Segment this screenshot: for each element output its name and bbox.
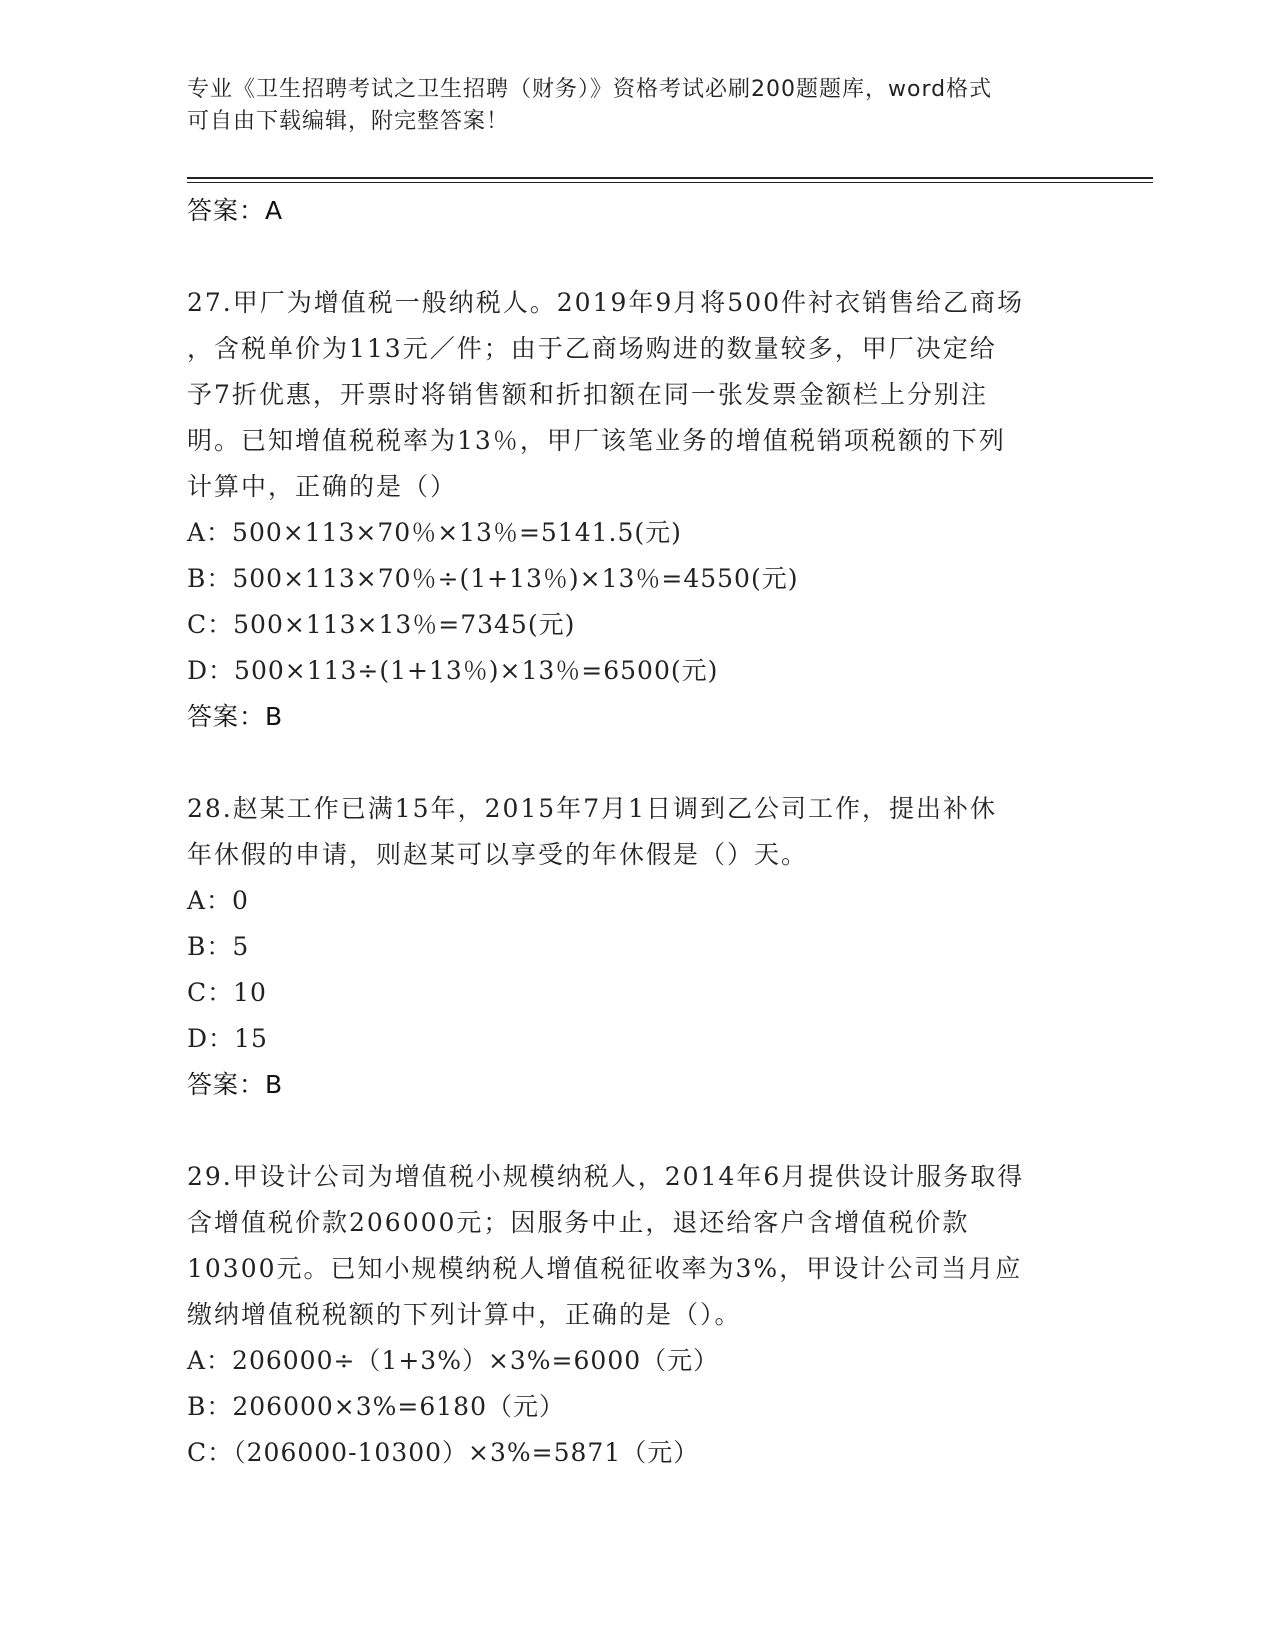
question-28: [187, 786, 1087, 1108]
question-29: [187, 1154, 1087, 1476]
question-stem-line: 计算中，正确的是（）: [187, 472, 458, 501]
question-stem-line: ，含税单价为113元／件；由于乙商场购进的数量较多，甲厂决定给: [187, 334, 997, 363]
question-stem-line: 含增值税价款206000元；因服务中止，退还给客户含增值税价款: [187, 1208, 970, 1237]
question-27: [187, 280, 1087, 740]
header-rule-thick: [187, 177, 1153, 179]
header-line-1: 专业《卫生招聘考试之卫生招聘（财务）》资格考试必刷200题题库，word格式: [187, 77, 993, 102]
header-line-2: 可自由下载编辑，附完整答案！: [187, 109, 510, 134]
question-stem-line: 27.甲厂为增值税一般纳税人。2019年9月将500件衬衣销售给乙商场: [187, 288, 1025, 317]
option-a: A：0: [187, 886, 249, 915]
header-rule-thin: [187, 182, 1153, 183]
question-stem-line: 缴纳增值税税额的下列计算中，正确的是（）。: [187, 1300, 742, 1329]
previous-answer: 答案：A: [187, 196, 284, 225]
question-stem-line: 10300元。已知小规模纳税人增值税征收率为3%，甲设计公司当月应: [187, 1254, 1023, 1283]
option-b: B：500×113×70％÷(1+13％)×13％=4550(元): [187, 564, 799, 593]
answer-27: 答案：B: [187, 702, 284, 731]
page-header: [187, 74, 1067, 138]
option-b: B：206000×3%=6180（元）: [187, 1392, 565, 1421]
question-stem-line: 明。已知增值税税率为13％，甲厂该笔业务的增值税销项税额的下列: [187, 426, 1006, 455]
question-stem-line: 年休假的申请，则赵某可以享受的年休假是（）天。: [187, 840, 809, 869]
question-list: [187, 188, 1087, 1476]
option-a: A：500×113×70％×13％=5141.5(元): [187, 518, 682, 547]
answer-28: 答案：B: [187, 1070, 284, 1099]
spacer: [187, 740, 1087, 786]
option-c: C：500×113×13％=7345(元): [187, 610, 576, 639]
question-stem-line: 29.甲设计公司为增值税小规模纳税人，2014年6月提供设计服务取得: [187, 1162, 1025, 1191]
option-d: D：15: [187, 1024, 268, 1053]
option-b: B：5: [187, 932, 250, 961]
option-c: C：（206000-10300）×3%=5871（元）: [187, 1438, 700, 1467]
option-c: C：10: [187, 978, 267, 1007]
question-stem-line: 予7折优惠，开票时将销售额和折扣额在同一张发票金额栏上分别注: [187, 380, 988, 409]
spacer: [187, 1108, 1087, 1154]
spacer: [187, 234, 1087, 280]
option-a: A：206000÷（1+3%）×3%=6000（元）: [187, 1346, 720, 1375]
question-stem-line: 28.赵某工作已满15年，2015年7月1日调到乙公司工作，提出补休: [187, 794, 998, 823]
option-d: D：500×113÷(1+13％)×13％=6500(元): [187, 656, 719, 685]
